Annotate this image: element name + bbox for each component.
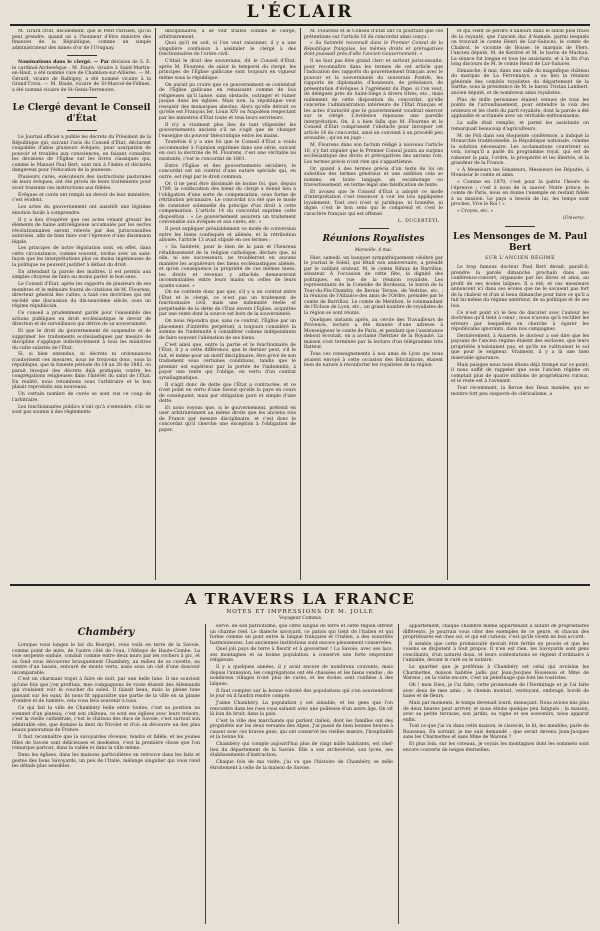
separator (359, 228, 389, 229)
column-3 (304, 29, 443, 580)
separator (67, 97, 97, 98)
feuilleton-column-1 (12, 624, 200, 926)
feuilleton-rule (10, 584, 590, 586)
paragraph: Le Conseil d'État, après les rapports de plusieurs de ses membres et le mémoire fourni de citations de M. Flourens, directeur général des cultes, a taxé ces doctrines qui ont excédé une discussion du dix-neuvième siècle, sous un régime républicain. (12, 282, 151, 310)
nominations-text: décision de S. E. le cardinal-Archevêque ; M. Faure, vicaire à Saint-Martin-en-Haut, a été nommé curé de Chambon-sur-Allières. — M. Gérard, vicaire de Balbigny, a été nommé vicaire à la Grand'Croix. — M. Baule, vicaire de St-Marcel-de-Félines, a été nommé vicaire de St-Genis-Terrenoire. (12, 60, 151, 93)
paragraph: et qui vient se perdre d'ailleurs dans le sillon plus tracé de la royauté, que l'ancien duc d'Aumale, parmi lesquels on trouvait le comte Henri de Lur-Saluces, le comte de Chabrol, le vicomte de Boisse, le marquis de Flers, l'ancien député, M. de Kerdrel et M. le baron de Mackau. La séance fut longue et tous les assistants, et à la fin d'un long discours de M. le comte Henri de Lur-Saluces. (451, 29, 589, 67)
column-1 (12, 29, 151, 580)
paragraph: M. de Poli dans son éloquente conférence, a indiqué la Monarchie traditionnelle, la République nationale, comme la solution nécessaire. Les acclamations couvrirent sa voix, lorsqu'il a parlé du programme royal, qui est de ramener la paix, l'ordre, la prospérité et les libertés, et la grandeur de la France. (451, 133, 589, 167)
paragraph: En attendant la parole des maîtres, il est permis aux simples citoyens de faire au moins parler le bon sens. (12, 269, 151, 281)
separator (67, 55, 97, 56)
paragraph: Mais puisque nous nous étions déjà trompé sur ce point, il nous suffit de rappeler que sous l'ancien régime on comptait plus de quatre millions de propriétaires ruraux, et le reste est à l'avenant. (451, 362, 589, 385)
paragraph: Les actes du gouvernement ont aussitôt une légitime émotion facile à comprendre. (12, 205, 151, 216)
paragraph: Dans les églises, dans les maisons particulières on retrouve dans les faits et gestes des bons Savoyards, un peu de l'Italie, mélange singulier qui vous rend les détails plus sensibles. (12, 753, 200, 770)
paragraph: « Comme en 1870, c'est pour la patrie l'heure de l'épreuve ; c'est à nous de la sauver. Notre prince, le comte de Paris, nous en donne l'exemple en restant fidèle à sa mission. Le pays a besoin de lui, les temps sont proches. Vive le Roi ! » (451, 180, 589, 208)
paragraph: « À Messieurs les Sénateurs, Messieurs les Députés, à Monsieur le comte et amis. (451, 167, 589, 179)
intro-paragraph: M. Tirard croit, décidément, que le Petit Parisien, qu'on peut prendre, quand on a l'honneur d'être ministre des finances de la République, comme un simple administrateur des mines d'or de l'Uruguay. (12, 29, 151, 51)
nominations-title: Nominations dans le clergé. — Par (18, 60, 110, 65)
paragraph: C'est un charmant trajet à faire de nuit, par une belle lune. Il me souvient qu'une fois que j'en profitais, mes compagnons de route étaient des Allemands qui voulaient voir le coucher du soleil. Il faisait beau, mais la pleine lune passant sur les eaux, ils nous fit apparaître une partie de la ville en sa plaine d'ombre et de lumière, cela vous fera souvenir à tous. (12, 677, 200, 705)
feuilleton-column-3 (403, 624, 589, 926)
paragraph: Quelques instants après, au cercle des Travailleurs de Provence, lecture a été donnée d'une adresse à Monseigneur le comte de Paris, et pendant que l'assistance debout écoutait, on a acclamé l'héritier de la Royauté. La maison s'est terminée par la lecture d'un télégramme très flatteur. (304, 317, 443, 351)
paragraph: Plusieurs curés, exécuteurs des instructions pastorales de leurs évêques, ont été privés de leurs traitements pour avoir transmis ces instructions aux fidèles. (12, 174, 151, 191)
paragraph: Il y a quelques années, il y avait encore de nombreux couvents, mais depuis l'annexion, les congrégations ont été chassées et les biens vendus ; de nombreux villages n'ont plus de curés, et les écoles sont confiées à des laïques. (210, 665, 393, 687)
paragraph: Entre l'Église et des gouvernements séculiers, le concordat est un contrat d'une nature spéciale qui, en outre, est régi par le droit commun. (159, 163, 296, 180)
feuilleton-subtitle: NOTES ET IMPRESSIONS DE M. JOLLE (226, 609, 374, 615)
paragraph: Or, il ne peut être dissimulé de bonne foi, que, depuis 1789, la confiscation des biens du clergé a donné lieu à l'obligation d'une sorte de compensation, sous forme de rétribution pécuniaire. Le concordat n'a été que le mode de constater solennelle du principe d'un droit à cette compensation. L'article 14 du concordat exprime cette disposition : « Le gouvernement assurera un traitement convenable aux évêques et aux curés, etc. » (159, 181, 296, 226)
paragraph: Or, quand à des termes précis d'un texte de loi on substitue des termes généraux et une addition cela se nomme, en toute langage, un escamotage ou travestissement, en terme légal une falsification de texte. (304, 166, 443, 189)
paragraph: Ce qui fait la ville de Chambéry belle entre toutes, c'est sa position au sommet d'un plateau, c'est son château, ce sont ses églises avec leurs trésors, c'est la vieille cathédrale, c'est le château des ducs de Savoie, c'est surtout son admirable site, que domine la dent du Nivolet et d'où on découvre un des plus beaux panoramas de France. (12, 706, 200, 734)
paragraph: Dernièrement, à Auxerre, le docteur a osé dire que les paysans de l'ancien régime étaient des esclaves, que leurs propriétés n'existaient pas, et qu'ils ne cultivaient le sol que pour le seigneur. Vraiment, il y a là une bien misérable ignorance. (451, 333, 589, 361)
paragraph: Ce n'est point ici le lieu de discuter avec l'auteur les doctrines qu'il tient à cœur ; nous n'avons qu'à rectifier les erreurs par lesquelles on cherche à égarer les républicains ignorants, dans nos campagnes. (451, 310, 589, 333)
column-rule (447, 28, 448, 580)
feuilleton-banner (10, 590, 590, 622)
paragraph: « Sa Sainteté reconnaît dans le Premier Consul de la République française, les mêmes droits et prérogatives dont jouissait près d'elle l'ancien Gouvernement. » (304, 41, 443, 58)
feuilleton-section-title: Chambéry (77, 627, 135, 638)
paragraph: Oh ! mon Dieu, je l'ai faite, cette promenade de l'Hermitage et je l'ai faite avec deux de mes amis ; le chemin montait, verdoyant, ombragé, bordé de haies et de fleurs. (403, 683, 589, 700)
column-2 (159, 29, 296, 580)
paragraph: Il y a lieu d'espérer que ces actes venant grossir les éléments de haine antireligieuse accumulés par les sectes révolutionnaires seront relevés par des jurisconsultes autorisés, afin de bien faire voir l'épreuve d'une dissension légale. (12, 217, 151, 245)
paragraph: « Sa Sainteté, pour le bien de la paix et l'heureux rétablissement de la religion catholique, déclare que, ni elle, ni ses successeurs, ne troubleront en aucune manière les acquéreurs des biens ecclésiastiques aliénés, et qu'en conséquence la propriété de ces mêmes biens, les droits et revenus y attachés demeureront incommutables entre leurs mains ou celles de leurs ayants-cause. » (159, 245, 296, 289)
dateline: Marseille, 6 mai. (354, 248, 393, 254)
paragraph: Les principes de notre législation sont, en effet, dans cette circonstance, comme souvent, tordus avec un sans-façon que les interprétations plus ou moins ingénieuses de la politique ne peuvent justifier à défaut du droit. (12, 246, 151, 268)
paragraph: Il ne faut pas être grand clerc et surtout jurisconsulte, pour reconnaître dans les termes de cet article que l'indication des rapports du gouvernement français avec le pouvoir et la souveraineté du souverain Pontife, les rapports de diplomatie, d'honneurs, de préséance, de présentation d'évêques à l'agrément du Pape, si l'on veut, de délégués près du Saint-Siège à divers titres, etc., mais nullement de cette disposition du concordat, qu'elle concerne l'administration intérieure de l'État français et les actes d'autorité que le gouvernement voudrait exercer sur le clergé. L'évidence repousse une pareille interprétation. On, il a bien fallu que M. Flourens et le Conseil d'État comprissent l'obstacle pour invoquer cet article 16 du concordat, ainsi en convient à un procédé peu avouable ; qu'on en juge : (304, 59, 443, 142)
masthead: L'ÉCLAIR (246, 2, 354, 22)
paragraph: Tout récemment, la Revue des Deux mondes, qui se montre fort peu suspecte de cléricalisme, a (451, 386, 589, 397)
paragraph: Plus de mille personnes étaient venues de tous les points de l'arrondissement, pour entendre la voix des orateurs et les chefs du parti royaliste, dont la parole a été applaudie et acclamée avec un véritable enthousiasme. (451, 97, 589, 120)
feuilleton-column-2 (210, 624, 393, 926)
signature: L. DUCERTEYL (397, 218, 439, 224)
paragraph: C'est ainsi que, entre la partie et le fonctionnaire de l'État, il y a cette différence, que le dernier peut, s'il le fait, et même pour un motif disciplinaire, être privé de son traitement sous certaines conditions, tandis que le premier est supérieur par la portée de l'indemnité, à payer une rente qui l'oblige, en vertu d'un contrat synallagmatique. (159, 342, 296, 381)
paragraph: C'est la ville des marchands qui parlent italien, dont les familles ont des propriétés sur les deux versants des Alpes. J'ai passé de bien bonnes heures à causer avec ces braves gens, qui ont conservé les vieilles mœurs, l'hospitalité et la bonne foi. (210, 718, 393, 741)
paragraph: Évêques et curés ont rempli un devoir de leur ministère, c'est évident. (12, 192, 151, 204)
paragraph: Si, si bien entendus, ni décrets ni ordonnances n'autorisent ces mesures, nous ne trouvons donc, sous la république, que la funeste période du 18 au 28 de 1883, où parait invoqué des décrets déjà pratiqués contre les congrégations religieuses dans l'intérêt du salut de l'État. En réalité, nous retombons sous l'arbitraire et le bon plaisir reproduits aux nouveaux. (12, 352, 151, 391)
paragraph: Et que le droit du gouvernement de suspendre et de supprimer les traitements ecclésiastiques par mesure de discipline s'applique indistinctement à tous les ministres du culte salariés de l'État. (12, 329, 151, 351)
paragraph: Et nous voyons que, si le gouvernement, prétend en user arbitrairement au même droits que les anciens rois de France par mesure disciplinaire, et c'est donc le concordat qu'il cherche une exception à l'obligation de payer. (159, 405, 296, 433)
paragraph: La salle était remplie, et parmi les assistants on remarquait beaucoup d'agriculteurs. (451, 121, 589, 132)
feuilleton-title: A TRAVERS LA FRANCE (184, 590, 416, 608)
article-heading-reunions: Réunions Royalistes (322, 234, 425, 245)
paragraph: Mais par moments, le temps devenait lourd, menaçant. Nous avions mis plus de deux heures pour arriver, et nous étions quelque peu fatigués ; la maison, avec sa petite terrasse, son jardin, sa vigne et ses souvenirs, nous apparut enfin. (403, 701, 589, 723)
paragraph: C'était le droit des souverains, dit le Conseil d'État, après M. Flourens, de saisir le temporel du clergé, les principes de l'Église gallicane sont toujours en vigueur même sous la république. (159, 59, 296, 81)
masthead-rule (10, 24, 590, 26)
paragraph: M. Flourens et le Conseil d'État ont vu pourtant que ces prétentions sur l'article 16 du concordat ainsi conçu : (304, 29, 443, 40)
paragraph: « Croyez, etc. » (457, 209, 494, 215)
column-rule (205, 624, 206, 924)
paragraph: Hier, samedi, un banquet sympathiquement célébré par le journal le Soleil, qui fêtait son anniversaire, a présidé par le vaillant orateur, M. le comte Rifaux de Barrillon, sénateur. À l'occasion de cette fête, la dignité des politiques, en vue de la réunion royaliste. Les représentants de la Comédie de Bordeaux, le baron de la Tour-du-Pin-Chambly, de Bernis Ternas, de Vedrine, etc. ; la réunion de l'Alliance des amis de l'Ordre, présidée par le comte de Barrillon. Le comte de Menthon, le commandant de l'Écluse de Lyon, etc., un grand nombre de royalistes de la région se sont réunis. (304, 255, 443, 316)
paragraph: On nous répondra que, sans ce contrat, l'Église par un placement d'intérêts perpétuel, a toujours considéré la somme de l'indemnité à considérer comme indépendante de faire souvent l'aliénation de ses biens. (159, 319, 296, 341)
column-rule (300, 28, 301, 580)
paragraph: Il faut compter sur la bonne volonté des populations qui s'en souviendront le jour où il faudra rendre compte. (210, 688, 393, 700)
paragraph: servé, de son patriotisme, que cette langue de terre et cette région offrent un charme réel. Le dialecte savoyard, ce patois qui tient de l'italien et qui forme comme un pont entre la langue française et l'italien, a des sonorités harmonieuses. Les anciennes institutions sont encore pieusement conservées. (210, 624, 393, 646)
article-heading-mensonges: Les Mensonges de M. Paul Bert (452, 231, 588, 253)
column-rule (398, 624, 399, 924)
paragraph: Et avouez que le Conseil d'État a adopté ce mode d'interprétation c'est renoncer à voir les lois appliquées loyalement. Tout ceci n'est ni juridique, ni honnête, ni digne, c'est le bon sens qui le comprend et c'est le caractère français qui est offensé. (304, 189, 443, 217)
paragraph: Ce conseil a prudemment gardé pour l'ensemble des actions publiques en droit ecclésiastique le devoir de direction et de surveillance qui dérive de sa souveraineté. (12, 311, 151, 328)
paragraph: Il peut expliquer préalablement ce mode de conversion entre les biens confisqués et aliénés, et la rétribution allouée, l'article 13 avait stipulé en ces termes : (159, 227, 296, 244)
paragraph: disciplinaires, à se voir traités comme le clergé, arbitrairement. (159, 29, 296, 40)
separator (67, 130, 97, 131)
paragraph: Tous ces renseignements à nos amis de Lyon qui nous avaient envoyé à cette occasion des félicitations, étaient bien de nature à réconforter les royalistes de la région. (304, 352, 443, 369)
paragraph: Dimanche, 6 mai, dans une salle du magnifique château du marquis de La Ferronnays, a eu lieu la réunion générale des comités royalistes du département de la Sarthe, sous la présidence de M. le baron Tristan Lambert, ancien député, et de nombreux amis royalistes. (451, 68, 589, 96)
nominations-paragraph (12, 60, 151, 93)
paragraph: appartement, chaque chambre même appartenant à autant de propriétaires différents. Je pourrais vous citer des exemples de ce genre, et chacun des propriétaires est chez soi, et qui est curieux, c'est qu'ils vivent en bon accord. (403, 624, 589, 640)
feuilleton-author-note: Voyageur Commis (278, 616, 322, 621)
paragraph: Quoi qu'il en soit, si l'on veut raisonner, il y a une singulière confusion à assimiler le clergé à des fonctionnaires de l'ordre civil. (159, 41, 296, 58)
paragraph: J'aime Chambéry. La population y est aimable, et les gens que l'on rencontre dans les rues vous saluent avec une politesse d'un autre âge. On vit là loin du bruit, dans la paix. (210, 701, 393, 718)
paragraph: M. Flourens dans son factum rédigé à nouveau l'article 16, s'y fait stipuler que le Premier Consul jouira au surplus ecclésiastique des droits et prérogatives des anciens rois. Les termes précis n'ont rien qui s'appartienne. (304, 143, 443, 165)
paragraph: Chaque fois de ma visite, j'ai vu que l'histoire de Chambéry se mêle étroitement à celle de la maison de Savoie. (210, 760, 393, 771)
paragraph: Toutefois il y a une foi que le Conseil d'État a voulu accommoder à l'opinion exprimée dans une série, suivant en ceci la doctrine de M. Flourens, c'est une véritable loi existante, c'est le concordat de 1801. (159, 140, 296, 162)
paragraph: Lorsque vous longez le lac du Bourget, vous voilà en terre de la Savoie, comme point de mire, de l'autre côté de l'eau, l'Abbaye de Haute-Combe. La voie serpente ondule, conduit comme entre deux murs par les rochers à pic, et au fond vous découvrez brusquement Chambéry, au milieu de sa cuvette, au centre d'un bassin, entouré de monts verts, assis sous un ciel d'une douceur incomparable. (12, 643, 200, 676)
paragraph: Il s'agit donc de dette que l'État a contractée, et ce n'est point en vertu d'une faveur qu'elle la paye en cours de conséquent, mais par obligation pure et simple d'une dette. (159, 382, 296, 405)
paragraph: Chambéry qui compte aujourd'hui plus de vingt mille habitants, est chef-lieu du département de la Savoie. Elle a son archevêché, son lycée, ses établissements d'instruction. (210, 742, 393, 759)
paragraph: Les fonctionnaires publics n'ont qu'à s'entendre, s'ils ne sont pas soumis à des règlements (12, 404, 151, 416)
paragraph: Le quartier que je préférais à Chambéry est celui qui avoisine les Charmettes, maison habitée jadis par Jean-Jacques Rousseau et Mme de Warens ; on la visite encore, c'est un pèlerinage que font les touristes. (403, 665, 589, 682)
paragraph: Un certain nombre de curés se sont vus ce coup de l'arbitraire. (12, 392, 151, 403)
article-subheading: SUR L'ANCIEN RÉGIME (484, 255, 556, 261)
paragraph: Quel joli pays de terre à fleurir et à gouverner ! La Savoie, avec ses lacs, ses montagnes et sa bonne population, a conservé une forte empreinte religieuse. (210, 647, 393, 664)
separator (505, 226, 535, 227)
paragraph: Le trop fameux docteur Paul Bert devait, paraît-il, prendre la parole dimanche prochain dans une conférence-concert, organisée par les libres et amis, au profit de ses écoles laïques. Il a été, et ces messieurs annoncent ici dans ses écoles que ne le savaient pas fort de la chaleur et d'un si beau dimanche pour faire ce qu'il a fait lui-même du régime antérieur, de sa politique et de ses lois. (451, 265, 589, 309)
paragraph: On aurait pu croire que ce gouvernement se contentait de l'Église gallicane en renaissant comme de lois religieuses qu'il laisse, sans obstacle, outrager et ruiner jusque dans les églises. Mais non, la république veut ressaisir des monarques absolus. Alors qu'elle détruit ce qu'elle est François Ier, Louis XIV ou Napoléon respectant par les ministres d'État toute et tous leurs serviteurs. (159, 82, 296, 121)
column-4 (451, 29, 589, 580)
paragraph: Tout ce que j'ai vu dans cette maison, le clavecin, le lit, les meubles, parle de Rousseau. En sortant, je me suis demandé : que serait devenu Jean-Jacques sans les Charmettes et sans Mme de Warens ? (403, 724, 589, 741)
paragraph: Il faut reconnaître que la savoyardes rêveuse, tendre et fidèle, et les jeunes filles de Savoie sont délicieuses et modestes, c'est la première chose que l'on remarque partout, dans la vallée et dans la ville même. (12, 735, 200, 752)
paragraph: Et plus loin, sur les coteaux, je voyais les montagnes dont les sommets sont encore couverts de neiges éternelles. (403, 742, 589, 753)
signature: (Univers). (562, 216, 585, 222)
paragraph: Le Journal officiel a publié les décrets du Président de la République qui, suivant l'avis du Conseil d'État, déclarent coupables d'abus plusieurs évêques, pour usurpation de pouvoir et troubles aux consciences, en faisant connaître les décisions de l'Église sur les livres classiques qui, comme le Manuel Paul Bert, sont mis à l'index et déclarés dangereux pour l'éducation de la jeunesse. (12, 135, 151, 173)
column-rule (155, 28, 156, 580)
paragraph: Il n'y a vraiment plus lieu de tant vilipender les gouvernements anciens s'il ne s'agit que de changer l'enseigne du pouvoir théocratique entre les mains. (159, 122, 296, 139)
paragraph: Il semble que cette promiscuité devrait être fertile en procès et que les voisins se disputent à tout propos. Il n'en est rien, les Savoyards sont gens conciliants, d'un naturel doux, et leurs contestations se règlent d'ordinaire à l'amiable, devant le curé ou le notaire. (403, 641, 589, 664)
paragraph: On ne conteste donc pas que, s'il y a un contrat entre l'État et le clergé, ce n'est pas un traitement de fonctionnaire civil, mais une indemnité réelle et perpétuelle de la dette de l'État envers l'Église, acquittée par une rente dont la source est hors de la souveraineté. (159, 290, 296, 318)
article-heading-clerge: Le Clergé devant le Conseil d'État (12, 103, 151, 124)
